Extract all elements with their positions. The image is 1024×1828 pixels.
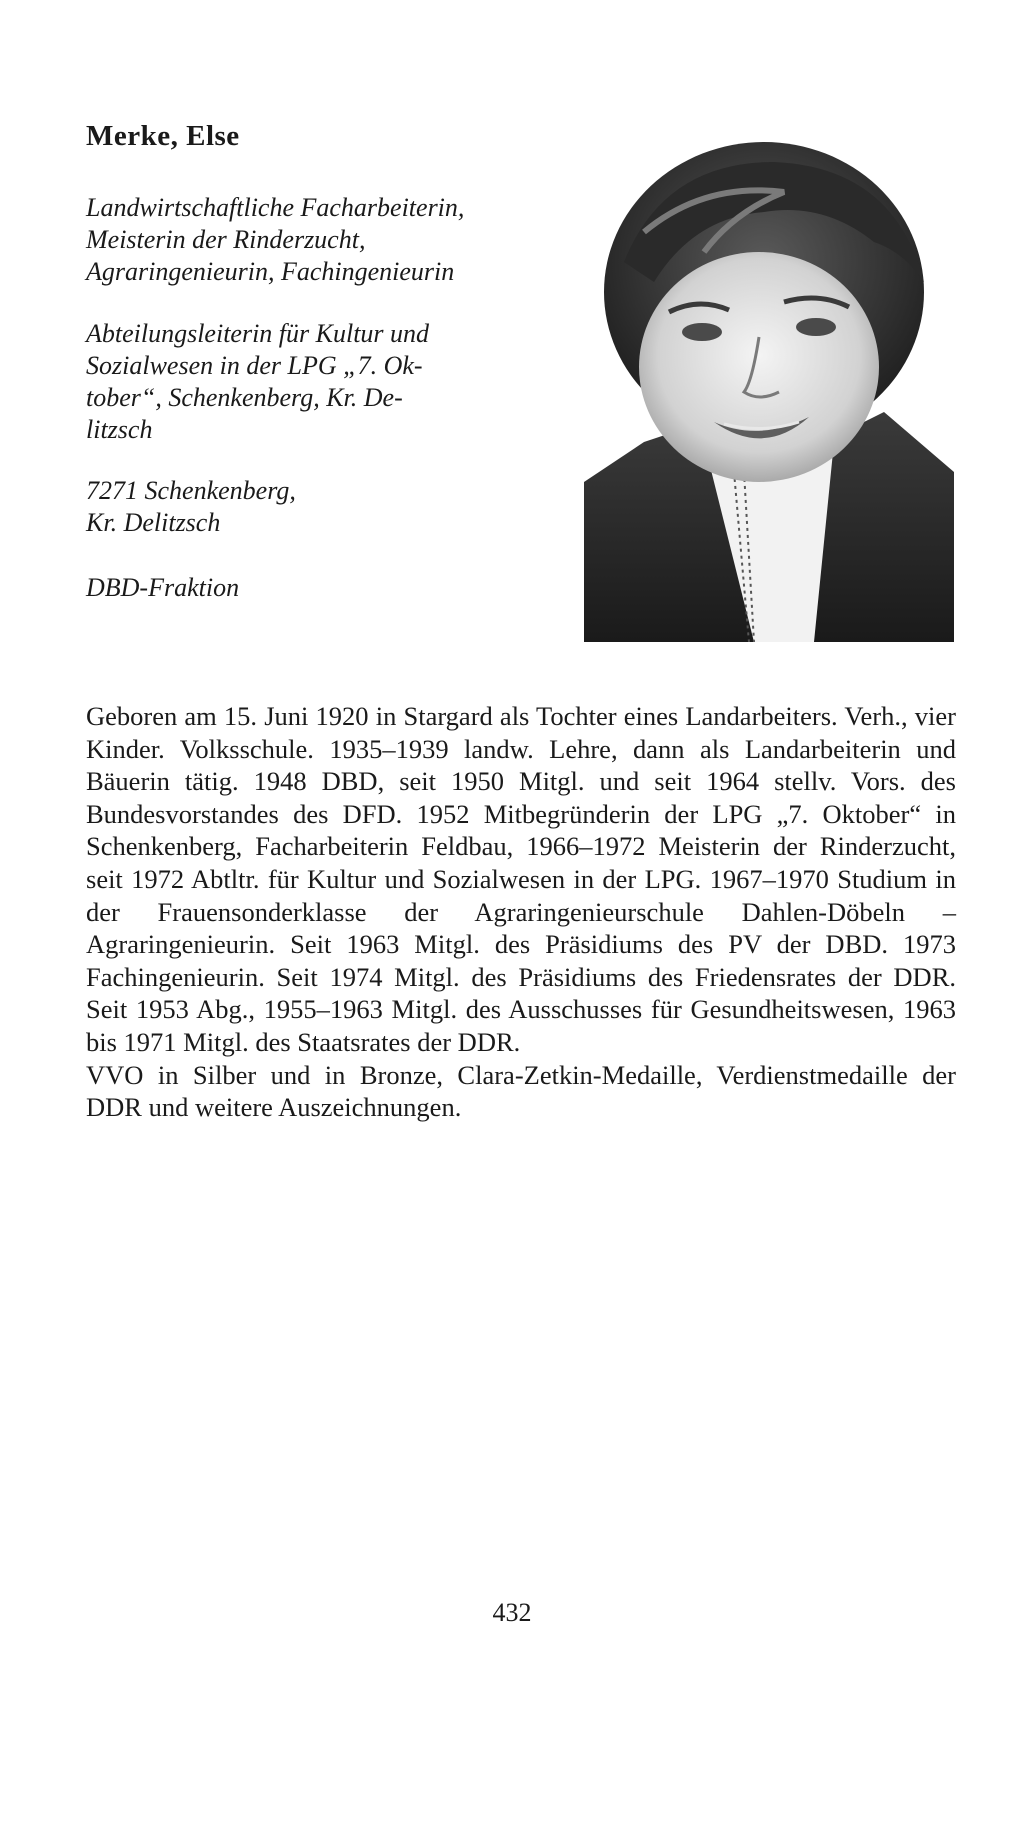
- address-line: 7271 Schenkenberg,: [86, 476, 296, 505]
- person-titles: [86, 192, 466, 288]
- title-line: Agraringenieurin, Fachingenieurin: [86, 257, 455, 286]
- person-name: Merke, Else: [86, 120, 240, 152]
- person-faction: [86, 572, 466, 604]
- person-address: [86, 475, 466, 539]
- biography-text: Geboren am 15. Juni 1920 in Stargard als Tochter eines Landarbeiters. Verh., vier Kinder. Volksschule. 1935–1939 landw. Lehre, dann als Landarbeiterin und Bäuerin tätig. 1948 DBD, seit 1950 Mitgl. und seit 1964 stellv. Vors. des Bundesvorstandes des DFD. 1952 Mitbegründerin der LPG „7. Oktober“ in Schenkenberg, Facharbeiterin Feldbau, 1966–1972 Meisterin der Rinderzucht, seit 1972 Abtltr. für Kultur und Sozialwesen in der LPG. 1967–1970 Studium in der Frauensonderklasse der Agraringenieurschule Dahlen-Döbeln – Agraringenieurin. Seit 1963 Mitgl. des Präsidiums des PV der DBD. 1973 Fachingenieurin. Seit 1974 Mitgl. des Präsidiums des Friedensrates der DDR. Seit 1953 Abg., 1955–1963 Mitgl. des Ausschusses für Gesundheitswesen, 1963 bis 1971 Mitgl. des Staatsrates der DDR.: [86, 701, 956, 1057]
- page-number: 432: [492, 1598, 532, 1627]
- portrait-photo-icon: [584, 142, 954, 642]
- address-line: Kr. Delitzsch: [86, 508, 221, 537]
- position-line: Abteilungsleiterin für Kultur und: [86, 319, 430, 348]
- biography-awards: VVO in Silber und in Bronze, Clara-Zetkin-Medaille, Verdienstmedaille der DDR und weitere Auszeichnungen.: [86, 1059, 956, 1123]
- title-line: Landwirtschaftliche Facharbeiterin,: [86, 193, 465, 222]
- position-line: Sozialwesen in der LPG „7. Ok-: [86, 351, 423, 380]
- position-line: litzsch: [86, 415, 153, 444]
- title-line: Meisterin der Rinderzucht,: [86, 225, 366, 254]
- position-line: tober“, Schenkenberg, Kr. De-: [86, 383, 403, 412]
- biography: [86, 700, 956, 1124]
- person-position: [86, 318, 466, 446]
- faction-label: DBD-Fraktion: [86, 573, 240, 602]
